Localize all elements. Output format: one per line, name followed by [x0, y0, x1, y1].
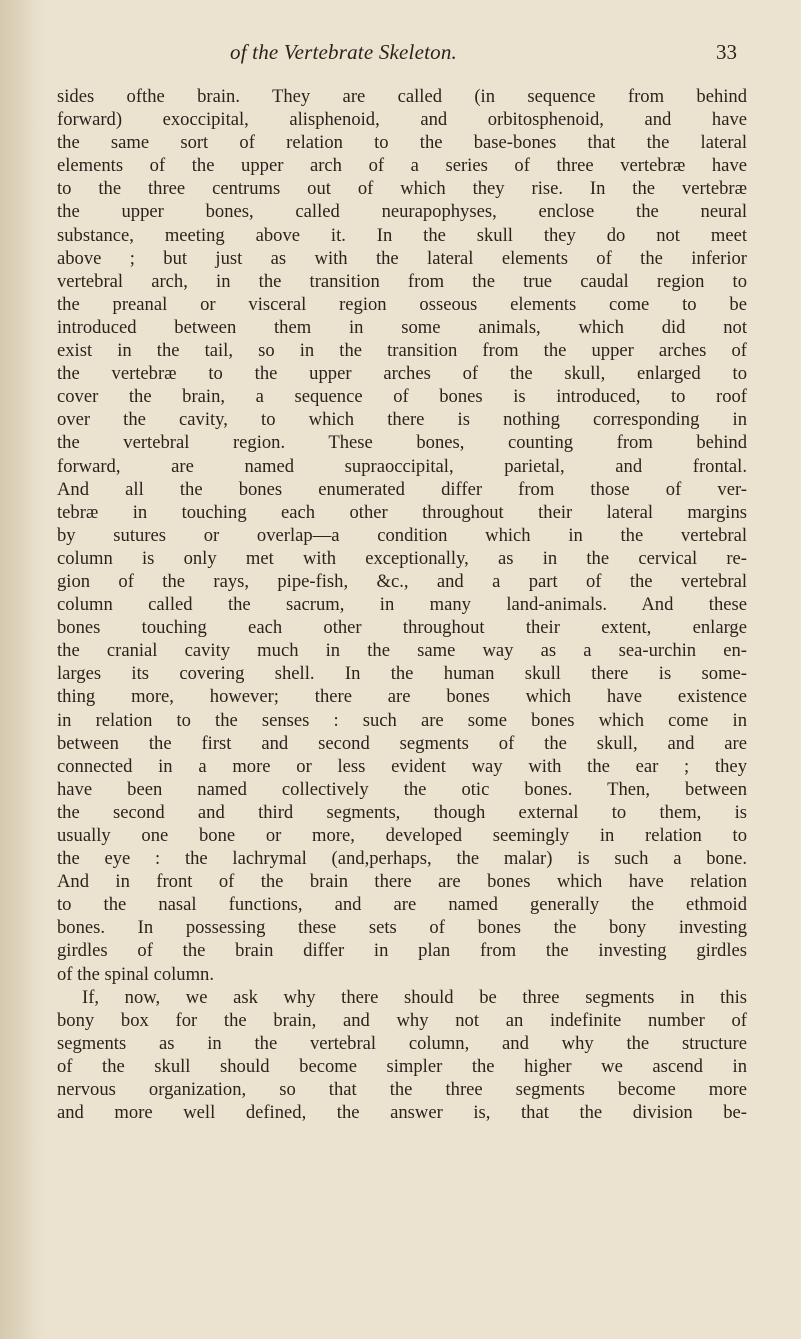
text-line: And in front of the brain there are bones which have relation: [57, 871, 747, 893]
text-line: forward, are named supraoccipital, parietal, and frontal.: [57, 455, 747, 477]
text-line: larges its covering shell. In the human skull there is some-: [57, 663, 747, 685]
text-line: column called the sacrum, in many land-animals. And these: [57, 594, 747, 616]
text-line: nervous organization, so that the three segments become more: [57, 1079, 747, 1101]
body-text: [57, 85, 747, 1124]
text-line: above ; but just as with the lateral elements of the inferior: [57, 247, 747, 269]
text-line: tebræ in touching each other throughout their lateral margins: [57, 501, 747, 523]
text-line: the vertebræ to the upper arches of the skull, enlarged to: [57, 363, 747, 385]
running-head: of the Vertebrate Skeleton.: [230, 40, 457, 64]
text-line: the eye : the lachrymal (and,perhaps, the malar) is such a bone.: [57, 848, 747, 870]
text-line: bones. In possessing these sets of bones the bony investing: [57, 917, 747, 939]
text-line: thing more, however; there are bones which have existence: [57, 686, 747, 708]
text-line: between the first and second segments of the skull, and are: [57, 732, 747, 754]
text-line: And all the bones enumerated differ from those of ver-: [57, 478, 747, 500]
text-line: elements of the upper arch of a series of three vertebræ have: [57, 155, 747, 177]
text-line: the vertebral region. These bones, counting from behind: [57, 432, 747, 454]
text-line: segments as in the vertebral column, and why the structure: [57, 1032, 747, 1054]
text-line: have been named collectively the otic bones. Then, between: [57, 778, 747, 800]
text-line: exist in the tail, so in the transition from the upper arches of: [57, 340, 747, 362]
text-line: of the skull should become simpler the higher we ascend in: [57, 1055, 747, 1077]
text-line: to the nasal functions, and are named generally the ethmoid: [57, 894, 747, 916]
text-line: column is only met with exceptionally, as in the cervical re-: [57, 547, 747, 569]
text-line: introduced between them in some animals, which did not: [57, 316, 747, 338]
text-line-paragraph-end: of the spinal column.: [57, 963, 214, 985]
page-number: 33: [716, 40, 737, 64]
text-line: gion of the rays, pipe-fish, &c., and a part of the vertebral: [57, 570, 747, 592]
text-line: sides ofthe brain. They are called (in sequence from behind: [57, 86, 747, 107]
text-line: the cranial cavity much in the same way as a sea-urchin en-: [57, 640, 747, 662]
text-line: the preanal or visceral region osseous elements come to be: [57, 293, 747, 315]
text-line: bones touching each other throughout their extent, enlarge: [57, 617, 747, 639]
text-line: and more well defined, the answer is, that the division be-: [57, 1102, 747, 1124]
text-line: vertebral arch, in the transition from the true caudal region to: [57, 270, 747, 292]
text-line: over the cavity, to which there is nothing corresponding in: [57, 409, 747, 431]
text-line: cover the brain, a sequence of bones is introduced, to roof: [57, 386, 747, 408]
text-line: the same sort of relation to the base-bones that the lateral: [57, 132, 747, 154]
text-line: in relation to the senses : such are some bones which come in: [57, 709, 747, 731]
text-line: substance, meeting above it. In the skull they do not meet: [57, 224, 747, 246]
text-line: by sutures or overlap—a condition which in the vertebral: [57, 524, 747, 546]
text-line-paragraph-start: If, now, we ask why there should be three segments in this: [82, 986, 747, 1008]
text-line: the upper bones, called neurapophyses, enclose the neural: [57, 201, 747, 223]
text-line: bony box for the brain, and why not an indefinite number of: [57, 1009, 747, 1031]
text-line: to the three centrums out of which they rise. In the vertebræ: [57, 178, 747, 200]
text-line: the second and third segments, though external to them, is: [57, 801, 747, 823]
text-line: girdles of the brain differ in plan from the investing girdles: [57, 940, 747, 962]
text-line: connected in a more or less evident way with the ear ; they: [57, 755, 747, 777]
text-line: usually one bone or more, developed seemingly in relation to: [57, 825, 747, 846]
text-line: forward) exoccipital, alisphenoid, and orbitosphenoid, and have: [57, 109, 747, 131]
